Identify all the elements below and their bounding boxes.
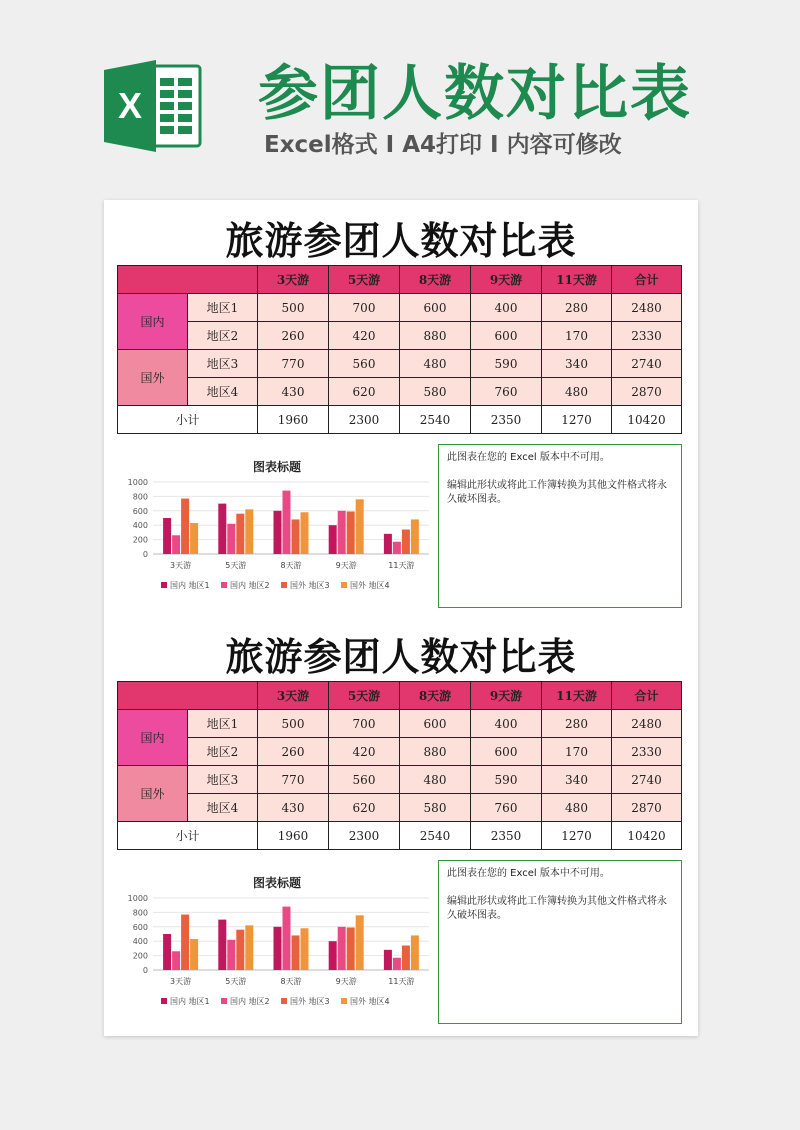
value-cell: 560: [329, 766, 400, 794]
region-label: 地区3: [188, 766, 258, 794]
chart-bar: [393, 542, 401, 554]
chart-plot: [117, 892, 437, 1042]
group-label: 国内: [118, 294, 188, 350]
value-cell: 700: [329, 710, 400, 738]
subtotal-row: [118, 822, 682, 850]
page-title: 参团人数对比表: [258, 59, 692, 129]
chart-bar: [402, 946, 410, 970]
excel-logo-letter: X: [117, 85, 143, 126]
subtotal-cell: 1270: [542, 822, 612, 850]
total-cell: 2740: [612, 350, 682, 378]
legend-swatch: [221, 582, 227, 588]
x-tick-label: 3天游: [170, 977, 192, 986]
legend-label: 国外 地区3: [290, 997, 330, 1006]
total-cell: 2480: [612, 294, 682, 322]
chart-bar: [163, 934, 171, 970]
x-tick-label: 9天游: [335, 561, 357, 570]
y-tick-label: 1000: [127, 894, 148, 903]
chart-bar: [292, 935, 300, 970]
value-cell: 340: [542, 766, 612, 794]
header-blank-cell: [118, 682, 258, 710]
value-cell: 700: [329, 294, 400, 322]
table-row: [118, 378, 682, 406]
chart-bar: [411, 935, 419, 970]
column-header: 9天游: [471, 682, 542, 710]
chart-plot: [117, 476, 437, 626]
region-label: 地区2: [188, 322, 258, 350]
chart-bar: [227, 524, 235, 554]
value-cell: 420: [329, 322, 400, 350]
column-header: 11天游: [542, 266, 612, 294]
value-cell: 600: [400, 294, 471, 322]
legend-label: 国内 地区2: [230, 581, 270, 590]
sheet-section-2: [104, 632, 698, 1042]
subtotal-cell: 2540: [400, 406, 471, 434]
chart-bar: [347, 512, 355, 554]
value-cell: 580: [400, 794, 471, 822]
legend-swatch: [281, 582, 287, 588]
column-header: 8天游: [400, 266, 471, 294]
legend-label: 国外 地区4: [350, 581, 390, 590]
group-label: 国外: [118, 350, 188, 406]
legend-label: 国外 地区4: [350, 997, 390, 1006]
subtotal-row: [118, 406, 682, 434]
chart-bar: [274, 927, 282, 970]
subtotal-cell: 1960: [258, 822, 329, 850]
value-cell: 280: [542, 294, 612, 322]
column-header: 11天游: [542, 682, 612, 710]
value-cell: 400: [471, 710, 542, 738]
total-cell: 2330: [612, 738, 682, 766]
chart-bar: [190, 523, 198, 554]
group-label: 国外: [118, 766, 188, 822]
x-tick-label: 11天游: [388, 977, 415, 986]
value-cell: 620: [329, 378, 400, 406]
x-tick-label: 11天游: [388, 561, 415, 570]
legend-label: 国内 地区2: [230, 997, 270, 1006]
x-tick-label: 9天游: [335, 977, 357, 986]
value-cell: 590: [471, 766, 542, 794]
value-cell: 580: [400, 378, 471, 406]
table-row: [118, 350, 682, 378]
y-tick-label: 0: [142, 966, 148, 975]
bar-chart[interactable]: [117, 872, 437, 1044]
x-tick-label: 8天游: [280, 561, 302, 570]
chart-bar: [356, 499, 364, 554]
column-header: 合计: [612, 682, 682, 710]
bar-chart[interactable]: [117, 456, 437, 628]
notice-line-2: 编辑此形状或将此工作簿转换为其他文件格式将永久破坏图表。: [447, 480, 667, 505]
y-tick-label: 400: [132, 521, 148, 531]
column-header: 3天游: [258, 682, 329, 710]
grand-total-cell: 10420: [612, 822, 682, 850]
subtotal-label: 小计: [118, 406, 258, 434]
value-cell: 600: [471, 322, 542, 350]
chart-bar: [347, 928, 355, 970]
legend-label: 国外 地区3: [290, 581, 330, 590]
value-cell: 760: [471, 378, 542, 406]
column-header: 5天游: [329, 682, 400, 710]
chart-bar: [292, 519, 300, 554]
total-cell: 2870: [612, 378, 682, 406]
sheet-title: 旅游参团人数对比表: [225, 634, 577, 679]
notice-line-1: 此图表在您的 Excel 版本中不可用。: [447, 868, 610, 879]
y-tick-label: 200: [132, 535, 148, 545]
subtotal-label: 小计: [118, 822, 258, 850]
chart-bar: [236, 514, 244, 554]
value-cell: 590: [471, 350, 542, 378]
sheet-title: 旅游参团人数对比表: [225, 218, 577, 263]
total-cell: 2870: [612, 794, 682, 822]
participants-table: [117, 681, 682, 850]
value-cell: 400: [471, 294, 542, 322]
column-header: 9天游: [471, 266, 542, 294]
value-cell: 770: [258, 766, 329, 794]
x-tick-label: 8天游: [280, 977, 302, 986]
table-header-row: [118, 682, 682, 710]
chart-bar: [283, 907, 291, 970]
region-label: 地区4: [188, 794, 258, 822]
column-header: 合计: [612, 266, 682, 294]
value-cell: 480: [542, 794, 612, 822]
region-label: 地区1: [188, 710, 258, 738]
chart-unavailable-notice[interactable]: [438, 860, 682, 1024]
subtotal-cell: 2300: [329, 406, 400, 434]
participants-table: [117, 265, 682, 434]
value-cell: 480: [400, 350, 471, 378]
chart-bar: [338, 511, 346, 554]
value-cell: 170: [542, 738, 612, 766]
legend-label: 国内 地区1: [170, 581, 210, 590]
subtotal-cell: 2350: [471, 822, 542, 850]
value-cell: 770: [258, 350, 329, 378]
chart-bar: [245, 509, 253, 554]
chart-bar: [163, 518, 171, 554]
chart-title: 图表标题: [252, 876, 301, 890]
chart-bar: [356, 915, 364, 970]
value-cell: 430: [258, 378, 329, 406]
chart-bar: [329, 525, 337, 554]
total-cell: 2480: [612, 710, 682, 738]
chart-bar: [338, 927, 346, 970]
value-cell: 880: [400, 322, 471, 350]
chart-bar: [384, 534, 392, 554]
table-header-row: [118, 266, 682, 294]
value-cell: 260: [258, 738, 329, 766]
subtotal-cell: 1270: [542, 406, 612, 434]
y-tick-label: 600: [132, 506, 148, 516]
notice-line-2: 编辑此形状或将此工作簿转换为其他文件格式将永久破坏图表。: [447, 896, 667, 921]
chart-bar: [181, 915, 189, 970]
table-row: [118, 710, 682, 738]
legend-swatch: [221, 998, 227, 1004]
value-cell: 600: [400, 710, 471, 738]
y-tick-label: 600: [132, 922, 148, 932]
column-header: 5天游: [329, 266, 400, 294]
chart-bar: [384, 950, 392, 970]
y-tick-label: 800: [132, 908, 148, 918]
chart-bar: [218, 504, 226, 554]
value-cell: 340: [542, 350, 612, 378]
page-header: [0, 0, 800, 200]
page-subtitle: Excel格式 I A4打印 I 内容可修改: [264, 132, 622, 158]
value-cell: 260: [258, 322, 329, 350]
legend-swatch: [341, 582, 347, 588]
value-cell: 600: [471, 738, 542, 766]
total-cell: 2740: [612, 766, 682, 794]
chart-bar: [245, 925, 253, 970]
subtotal-cell: 1960: [258, 406, 329, 434]
y-tick-label: 0: [142, 550, 148, 559]
value-cell: 430: [258, 794, 329, 822]
notice-line-1: 此图表在您的 Excel 版本中不可用。: [447, 452, 610, 463]
column-header: 3天游: [258, 266, 329, 294]
value-cell: 560: [329, 350, 400, 378]
legend-label: 国内 地区1: [170, 997, 210, 1006]
chart-bar: [283, 491, 291, 554]
chart-bar: [393, 958, 401, 970]
legend-swatch: [161, 998, 167, 1004]
value-cell: 620: [329, 794, 400, 822]
y-tick-label: 400: [132, 937, 148, 947]
chart-bar: [218, 920, 226, 970]
total-cell: 2330: [612, 322, 682, 350]
value-cell: 170: [542, 322, 612, 350]
excel-logo-icon: [104, 58, 204, 154]
chart-unavailable-notice[interactable]: [438, 444, 682, 608]
group-label: 国内: [118, 710, 188, 766]
table-row: [118, 294, 682, 322]
x-tick-label: 5天游: [225, 561, 247, 570]
chart-bar: [301, 512, 309, 554]
chart-bar: [172, 951, 180, 970]
value-cell: 480: [400, 766, 471, 794]
subtotal-cell: 2350: [471, 406, 542, 434]
region-label: 地区2: [188, 738, 258, 766]
y-tick-label: 800: [132, 492, 148, 502]
header-blank-cell: [118, 266, 258, 294]
grand-total-cell: 10420: [612, 406, 682, 434]
value-cell: 420: [329, 738, 400, 766]
chart-bar: [301, 928, 309, 970]
value-cell: 500: [258, 294, 329, 322]
legend-swatch: [161, 582, 167, 588]
chart-bar: [181, 499, 189, 554]
legend-swatch: [341, 998, 347, 1004]
table-row: [118, 794, 682, 822]
x-tick-label: 3天游: [170, 561, 192, 570]
chart-bar: [236, 930, 244, 970]
table-row: [118, 766, 682, 794]
region-label: 地区1: [188, 294, 258, 322]
x-tick-label: 5天游: [225, 977, 247, 986]
chart-title: 图表标题: [252, 460, 301, 474]
sheet-section-1: [104, 216, 698, 626]
chart-bar: [172, 535, 180, 554]
region-label: 地区4: [188, 378, 258, 406]
table-row: [118, 738, 682, 766]
table-row: [118, 322, 682, 350]
value-cell: 500: [258, 710, 329, 738]
sheet-paper: [104, 200, 698, 1036]
value-cell: 880: [400, 738, 471, 766]
value-cell: 280: [542, 710, 612, 738]
chart-bar: [227, 940, 235, 970]
y-tick-label: 1000: [127, 478, 148, 487]
value-cell: 480: [542, 378, 612, 406]
chart-bar: [402, 530, 410, 554]
value-cell: 760: [471, 794, 542, 822]
y-tick-label: 200: [132, 951, 148, 961]
column-header: 8天游: [400, 682, 471, 710]
subtotal-cell: 2300: [329, 822, 400, 850]
subtotal-cell: 2540: [400, 822, 471, 850]
region-label: 地区3: [188, 350, 258, 378]
chart-bar: [329, 941, 337, 970]
legend-swatch: [281, 998, 287, 1004]
chart-bar: [190, 939, 198, 970]
chart-bar: [274, 511, 282, 554]
chart-bar: [411, 519, 419, 554]
